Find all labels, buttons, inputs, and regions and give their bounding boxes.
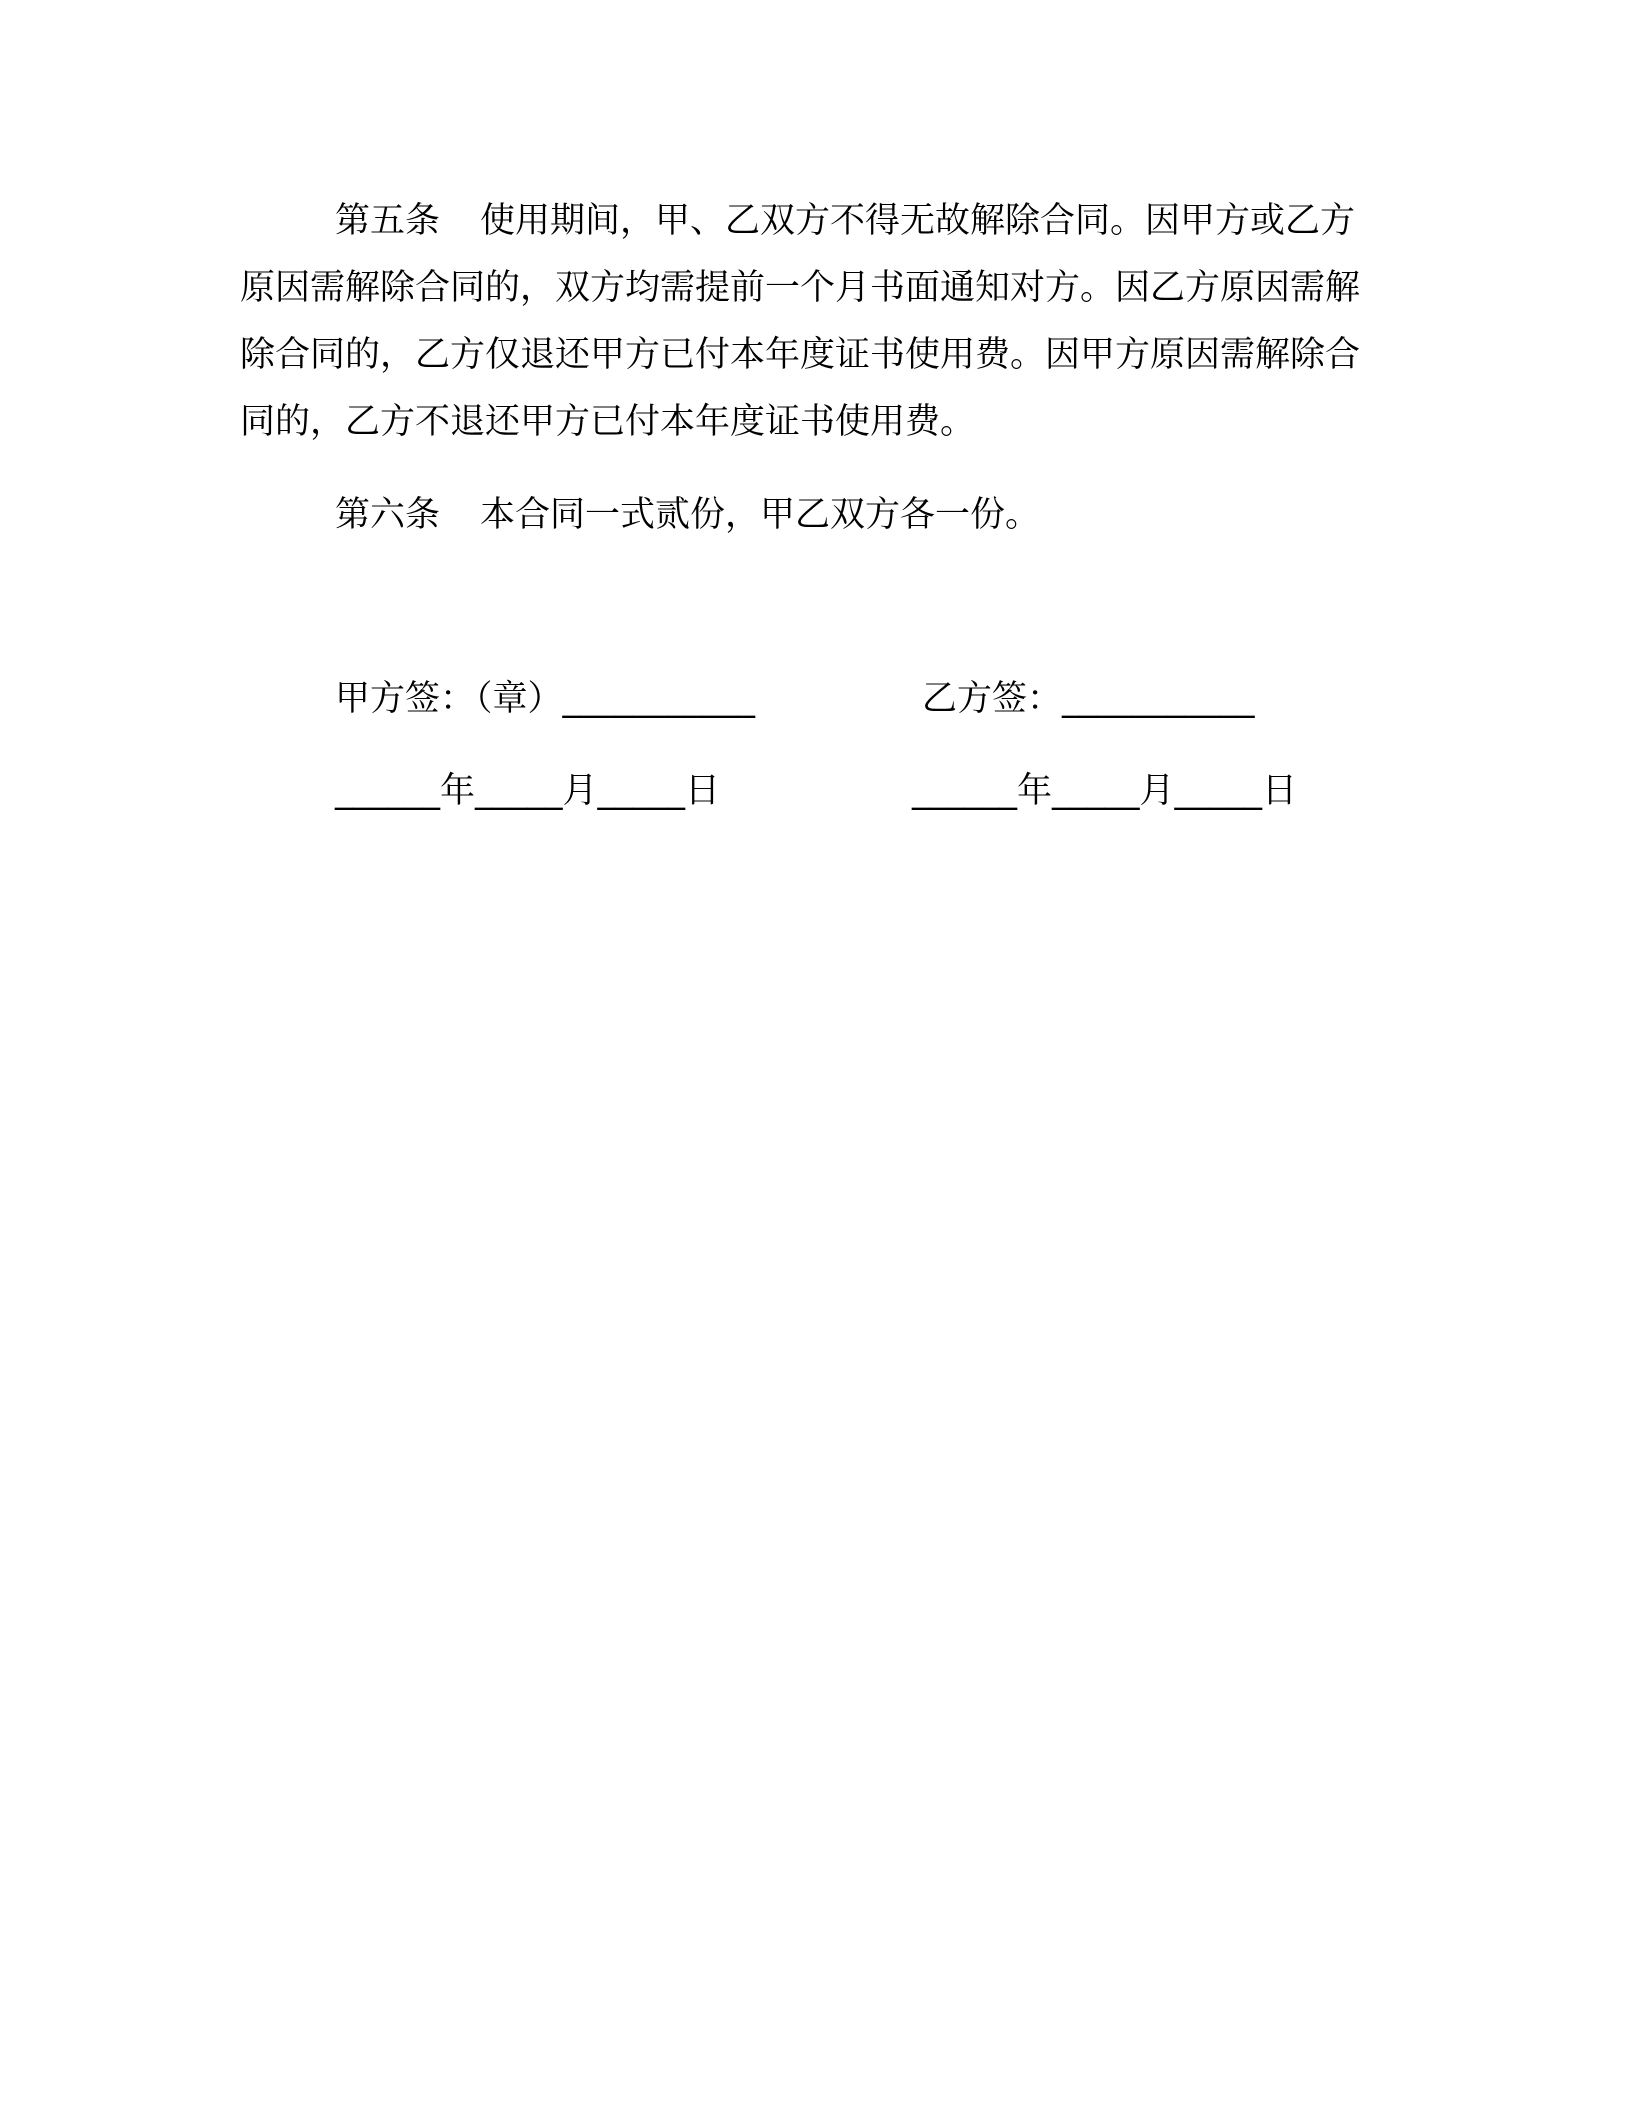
article-6	[240, 482, 1380, 549]
article-5-text: 使用期间，甲、乙双方不得无故解除合同。因甲方或乙方原因需解除合同的，双方均需提前一个月书面通知对方。因乙方原因需解除合同的，乙方仅退还甲方已付本年度证书使用费。因甲方原因需解除合同的，乙方不退还甲方已付本年度证书使用费。	[240, 201, 1361, 442]
party-a-date-line: ______年_____月_____日	[335, 771, 721, 811]
party-a-signature-line: 甲方签：（章）___________	[335, 679, 756, 719]
article-5	[240, 188, 1380, 460]
article-6-text: 本合同一式贰份，甲乙双方各一份。	[480, 495, 1041, 535]
article-6-number: 第六条	[335, 495, 441, 535]
party-b-signature-line: 乙方签：___________	[922, 679, 1255, 719]
party-b-date-line: ______年_____月_____日	[912, 771, 1298, 811]
article-5-number: 第五条	[335, 201, 441, 241]
